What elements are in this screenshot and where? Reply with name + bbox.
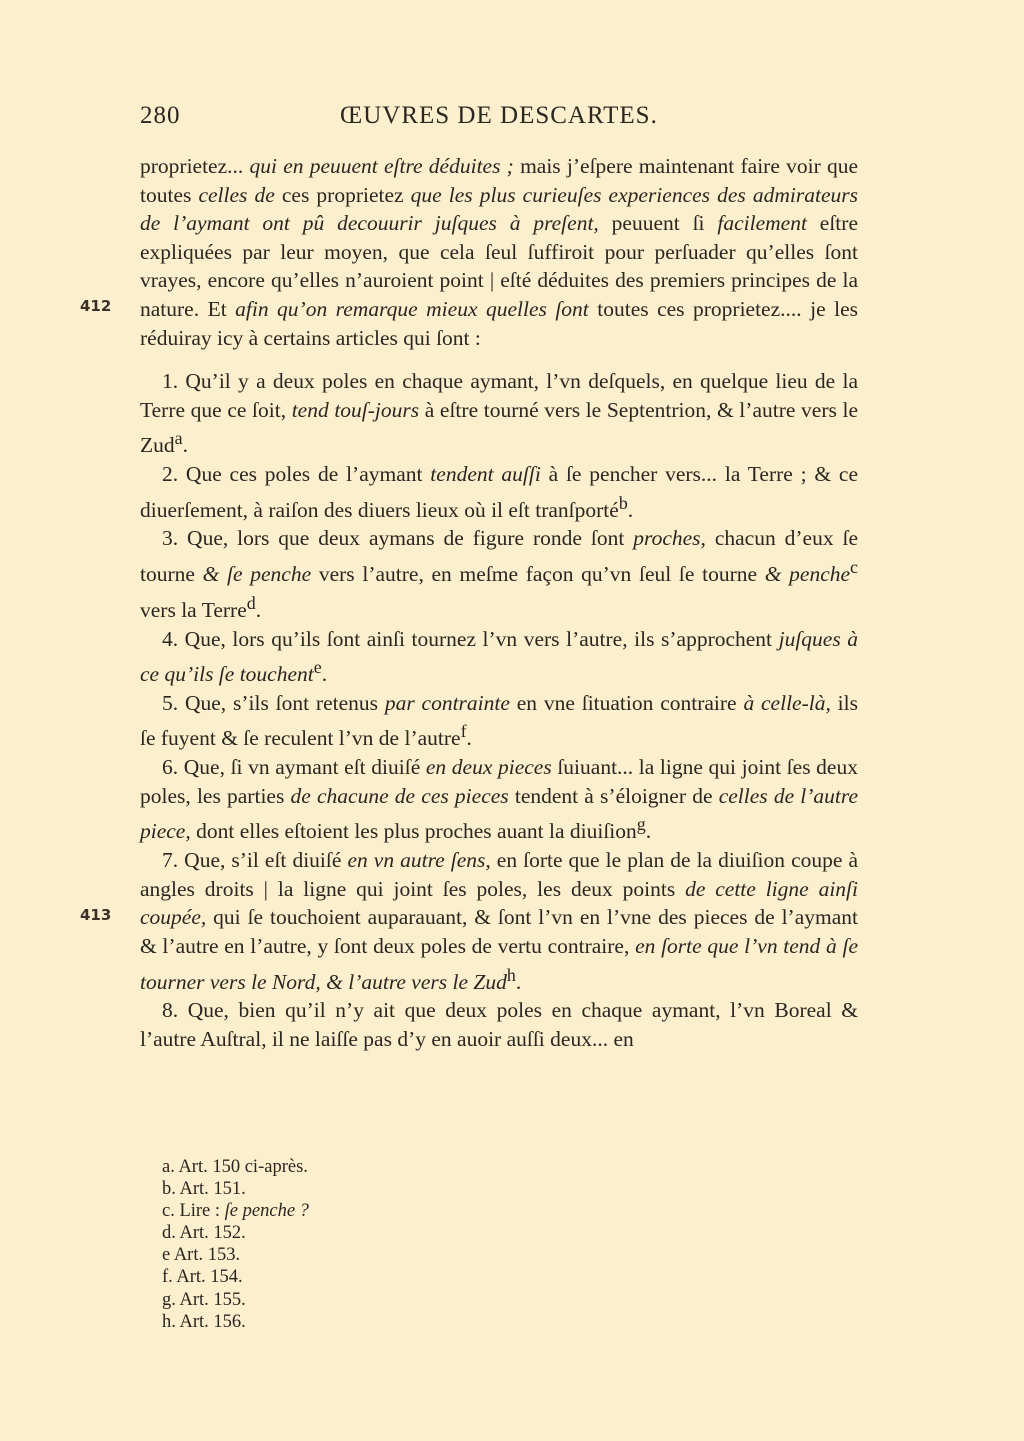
main-text — [140, 152, 858, 1053]
footnote-e: e Art. 153. — [162, 1245, 241, 1266]
page-number: 280 — [140, 102, 181, 129]
footnote-h: h. Art. 156. — [162, 1311, 246, 1332]
article-1: 1. Qu’il y a deux poles en chaque aymant, l’vn deſquels, en quelque lieu de la Terre que ce ſoit, tend touſ-jours à eſtre tourné vers le Septentrion, & l’autre vers le Zud$^a$. — [140, 369, 858, 458]
margin-page-ref-413: 413 — [80, 906, 112, 924]
footnote-b: b. Art. 151. — [162, 1179, 246, 1200]
article-7: 7. Que, s’il eſt diuiſé en vn autre ſens, en ſorte que le plan de la diuiſion coupe à angles droits | la ligne qui joint ſes poles, les deux points de cette ligne ainſi coupée, qui ſe touchoient auparauant, & ſont l’vn en l’vne des pieces de l’aymant & l’autre en l’autre, y ſont deux poles de vertu contraire, en ſorte que l’vn tend à ſe tourner vers le Nord, & l’autre vers le Zud$^h$. — [140, 848, 859, 994]
intro-paragraph: proprietez... qui en peuuent eſtre déduites ; mais j’eſpere maintenant faire voir que toutes celles de ces proprietez que les plus curieuſes experiences des admirateurs de l’aymant ont pû decouurir juſques à preſent, peuuent ſi facilement eſtre expliquées par leur moyen, que cela ſeul ſuffiroit pour perſuader qu’elles ſont vrayes, encore qu’elles n’auroient point | eſté déduites des premiers principes de la nature. Et afin qu’on remarque mieux quelles ſont toutes ces proprietez.... je les réduiray icy à certains articles qui ſont : — [140, 154, 858, 350]
article-6: 6. Que, ſi vn aymant eſt diuiſé en deux pieces ſuiuant... la ligne qui joint ſes deux poles, les parties de chacune de ces pieces tendent à s’éloigner de celles de l’autre piece, dont elles eſtoient les plus proches auant la diuiſion$^g$. — [140, 755, 859, 844]
running-title: ŒUVRES DE DESCARTES. — [340, 102, 658, 129]
footnote-f: f. Art. 154. — [162, 1267, 243, 1288]
footnotes — [162, 1156, 662, 1333]
article-2: 2. Que ces poles de l’aymant tendent auſſi à ſe pencher vers... la Terre ; & ce diuerſement, à raiſon des diuers lieux où il eſt tranſporté$^b$. — [140, 462, 858, 522]
margin-page-ref-412: 412 — [80, 297, 112, 315]
footnote-c: c. Lire : ſe penche ? — [162, 1201, 309, 1222]
article-3: 3. Que, lors que deux aymans de figure ronde ſont proches, chacun d’eux ſe tourne & ſe penche vers l’autre, en meſme façon qu’vn ſeul ſe tourne & penche$^c$ vers la Terre$^d$. — [140, 526, 858, 622]
footnote-d: d. Art. 152. — [162, 1223, 246, 1244]
footnote-a: a. Art. 150 ci-après. — [162, 1157, 308, 1177]
article-4: 4. Que, lors qu’ils ſont ainſi tournez l’vn vers l’autre, ils s’approchent juſques à ce qu’ils ſe touchent$^e$. — [140, 626, 859, 687]
article-8: 8. Que, bien qu’il n’y ait que deux poles en chaque aymant, l’vn Boreal & l’autre Auſtral, il ne laiſſe pas d’y en auoir auſſi deux... en — [140, 998, 858, 1051]
article-5: 5. Que, s’ils ſont retenus par contrainte en vne ſituation contraire à celle-là, ils ſe fuyent & ſe reculent l’vn de l’autre$^f$. — [140, 690, 858, 751]
footnote-g: g. Art. 155. — [162, 1289, 246, 1310]
